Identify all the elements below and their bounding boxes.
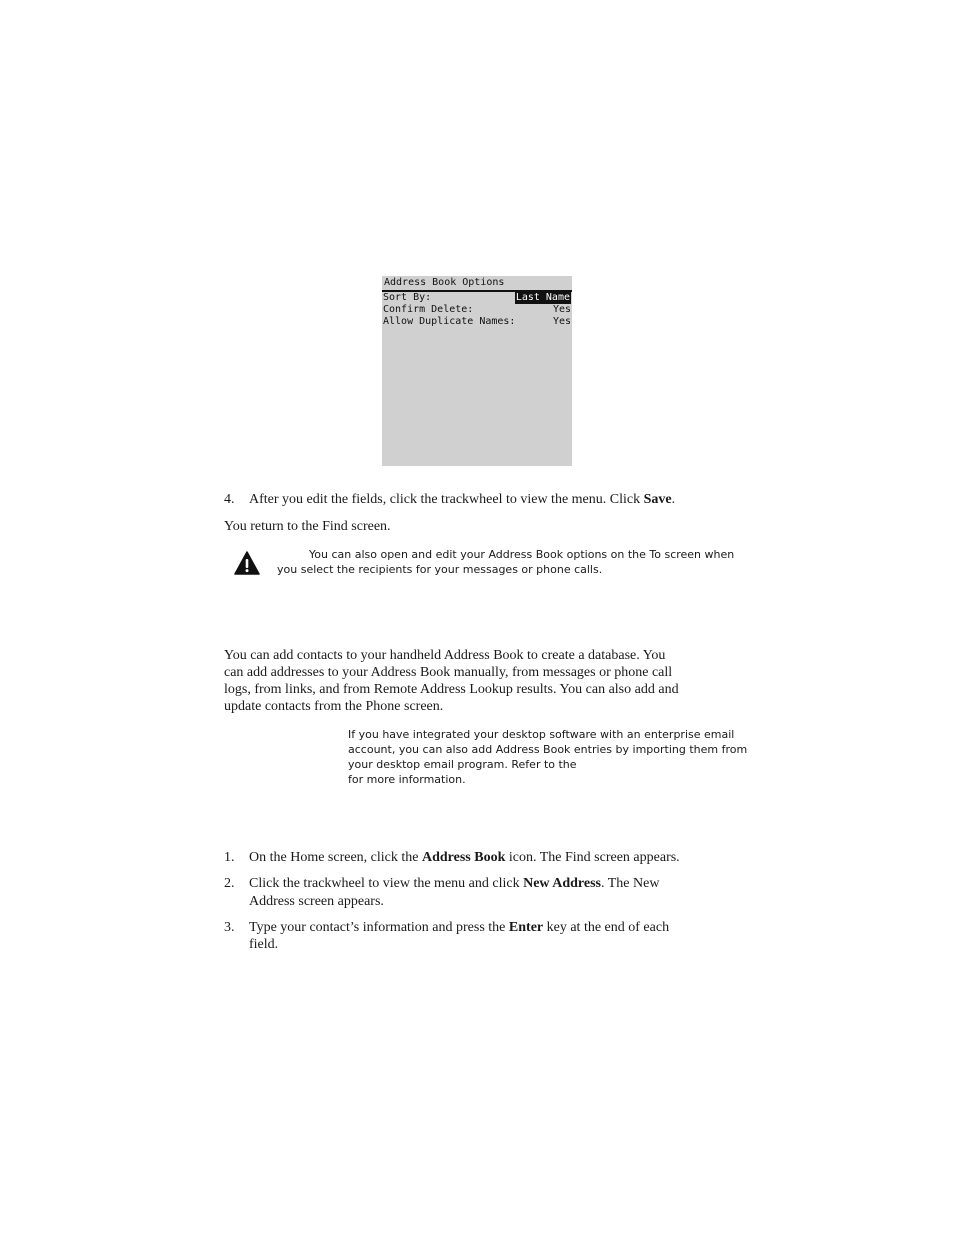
step-3-text: Type your contact’s information and press the Enter key at the end of each (249, 920, 670, 935)
note-text-line: for more information. (348, 773, 466, 786)
option-label: Confirm Delete: (383, 304, 474, 315)
option-value[interactable]: Yes (552, 316, 571, 327)
step-4-text: After you edit the fields, click the trackwheel to view the menu. Click Save. (249, 492, 676, 507)
new-address-label: New Address (523, 876, 601, 891)
address-book-options-screen (382, 276, 572, 466)
note-text-line: You can also open and edit your Address Book options on the To screen when (309, 548, 735, 561)
step-number: 1. (224, 850, 235, 865)
step-number: 3. (224, 920, 235, 935)
step-2-text-continued: Address screen appears. (249, 894, 384, 909)
option-label: Allow Duplicate Names: (383, 316, 516, 327)
step-2-text: Click the trackwheel to view the menu and click New Address. The New (249, 876, 660, 891)
enter-key-label: Enter (508, 920, 544, 935)
step-number: 4. (224, 492, 235, 507)
intro-line: logs, from links, and from Remote Address Lookup results. You can also add and (224, 682, 679, 697)
option-value-selected[interactable]: Last Name (515, 292, 570, 303)
address-book-label: Address Book (422, 850, 506, 865)
note-text-line: your desktop email program. Refer to the (348, 758, 577, 771)
option-row-sort-by[interactable] (382, 292, 572, 304)
save-menu-label: Save (643, 492, 672, 507)
option-value[interactable]: Yes (552, 304, 571, 315)
step-number: 2. (224, 876, 235, 891)
screen-title: Address Book Options (384, 277, 505, 288)
step-3-text-continued: field. (249, 937, 279, 952)
option-row-allow-duplicate-names[interactable] (382, 316, 572, 328)
warning-icon (234, 551, 260, 575)
intro-line: update contacts from the Phone screen. (224, 699, 444, 714)
note-text-line: account, you can also add Address Book entries by importing them from (348, 743, 748, 756)
intro-line: You can add contacts to your handheld Address Book to create a database. You (224, 648, 666, 663)
option-label: Sort By: (383, 292, 432, 303)
step-1-text: On the Home screen, click the Address Book icon. The Find screen appears. (249, 850, 680, 865)
note-text-line: If you have integrated your desktop software with an enterprise email (348, 728, 735, 741)
option-row-confirm-delete[interactable] (382, 304, 572, 316)
return-text: You return to the Find screen. (224, 519, 391, 534)
intro-line: can add addresses to your Address Book manually, from messages or phone call (224, 665, 673, 680)
note-text-line: you select the recipients for your messages or phone calls. (277, 563, 603, 576)
